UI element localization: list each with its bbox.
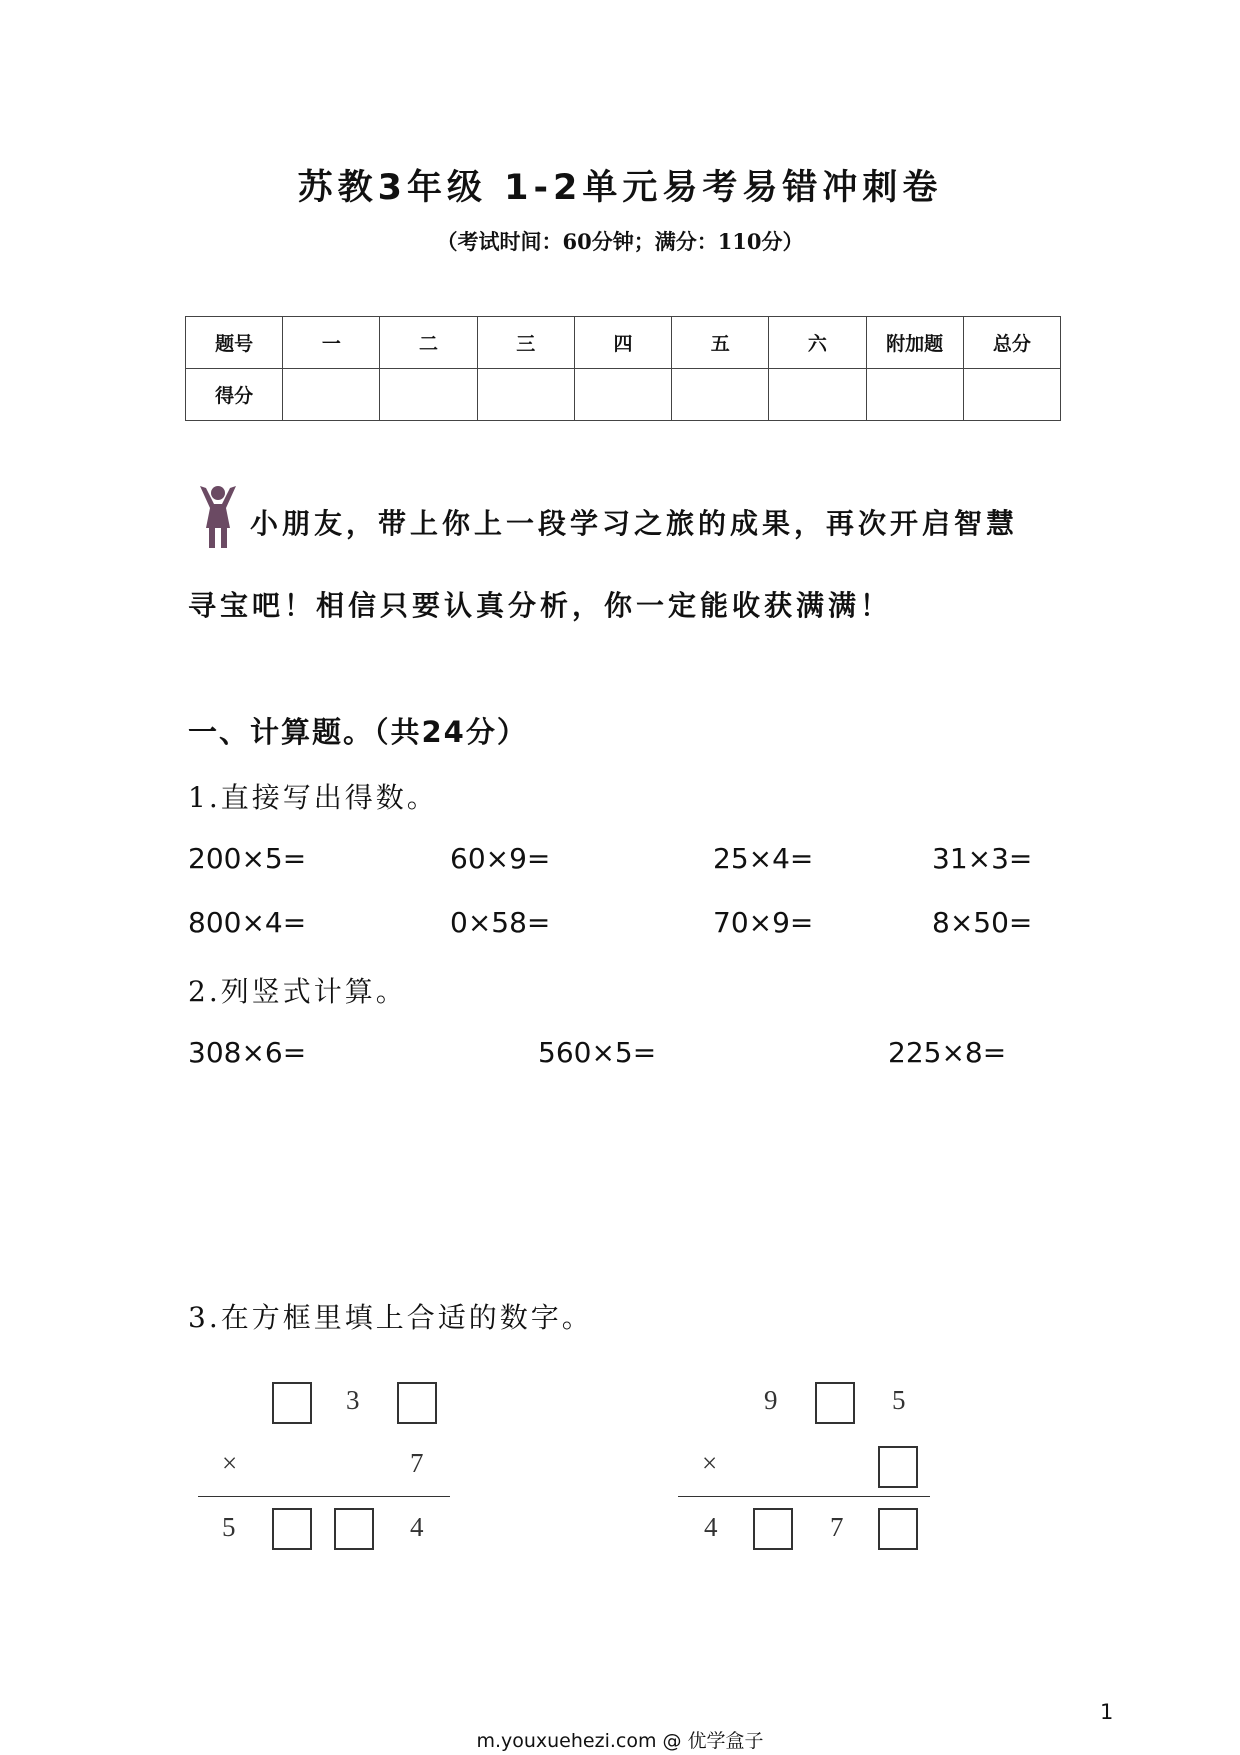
blank-box[interactable]	[815, 1382, 855, 1424]
page-subtitle: （考试时间：60分钟；满分：110分）	[436, 229, 804, 254]
times-sign: ×	[702, 1448, 718, 1478]
score-input-cell[interactable]	[574, 369, 671, 421]
score-table	[185, 316, 1061, 421]
footer-watermark-url[interactable]: m.youxuehezi.com @ 优学盒子	[476, 1730, 764, 1752]
score-table-header-row	[186, 317, 1061, 369]
calc-item: 60×9=	[450, 842, 551, 875]
blank-box[interactable]	[397, 1382, 437, 1424]
digit: 5	[222, 1512, 236, 1542]
score-table-header-cell: 三	[477, 317, 574, 369]
page-number: 1	[1100, 1700, 1114, 1724]
digit: 3	[346, 1385, 360, 1415]
digit: 9	[764, 1385, 778, 1415]
vertical-calc-item: 308×6=	[188, 1036, 307, 1069]
calc-item: 800×4=	[188, 906, 307, 939]
score-label-cell: 得分	[186, 369, 283, 421]
score-input-cell[interactable]	[380, 369, 477, 421]
blank-box[interactable]	[878, 1508, 918, 1550]
score-table-header-cell: 四	[574, 317, 671, 369]
score-table-header-cell: 题号	[186, 317, 283, 369]
blank-box[interactable]	[878, 1446, 918, 1488]
digit: 7	[410, 1448, 424, 1478]
blank-box[interactable]	[272, 1382, 312, 1424]
calc-item: 31×3=	[932, 842, 1033, 875]
score-input-cell[interactable]	[769, 369, 866, 421]
digit: 5	[892, 1385, 906, 1415]
blank-box[interactable]	[272, 1508, 312, 1550]
digit: 7	[830, 1512, 844, 1542]
calc-item: 25×4=	[713, 842, 814, 875]
digit: 4	[410, 1512, 424, 1542]
vertical-calc-item: 225×8=	[888, 1036, 1007, 1069]
score-table-header-cell: 附加题	[866, 317, 963, 369]
question-3-title: 3.在方框里填上合适的数字。	[188, 1301, 593, 1334]
girl-cheering-icon	[196, 484, 240, 550]
score-input-cell[interactable]	[963, 369, 1060, 421]
calc-item: 200×5=	[188, 842, 307, 875]
vertical-calc-item: 560×5=	[538, 1036, 657, 1069]
score-table-header-cell: 一	[283, 317, 380, 369]
score-input-cell[interactable]	[283, 369, 380, 421]
score-table-header-cell: 总分	[963, 317, 1060, 369]
blank-box[interactable]	[753, 1508, 793, 1550]
score-input-cell[interactable]	[866, 369, 963, 421]
page-title: 苏教3年级 1-2单元易考易错冲刺卷	[297, 168, 943, 208]
score-input-cell[interactable]	[672, 369, 769, 421]
score-table-header-cell: 二	[380, 317, 477, 369]
question-1-title: 1.直接写出得数。	[188, 781, 438, 814]
calc-item: 70×9=	[713, 906, 814, 939]
score-input-cell[interactable]	[477, 369, 574, 421]
score-table-header-cell: 六	[769, 317, 866, 369]
calc-item: 8×50=	[932, 906, 1033, 939]
section-heading: 一、计算题。（共24分）	[188, 715, 528, 749]
divider-line	[678, 1496, 930, 1497]
score-table-header-cell: 五	[672, 317, 769, 369]
divider-line	[198, 1496, 450, 1497]
question-2-title: 2.列竖式计算。	[188, 975, 407, 1008]
calc-item: 0×58=	[450, 906, 551, 939]
score-table-score-row	[186, 369, 1061, 421]
intro-line-1: 小朋友，带上你上一段学习之旅的成果，再次开启智慧	[250, 507, 1019, 540]
intro-line-2: 寻宝吧！相信只要认真分析，你一定能收获满满！	[188, 589, 893, 622]
digit: 4	[704, 1512, 718, 1542]
blank-box[interactable]	[334, 1508, 374, 1550]
times-sign: ×	[222, 1448, 238, 1478]
